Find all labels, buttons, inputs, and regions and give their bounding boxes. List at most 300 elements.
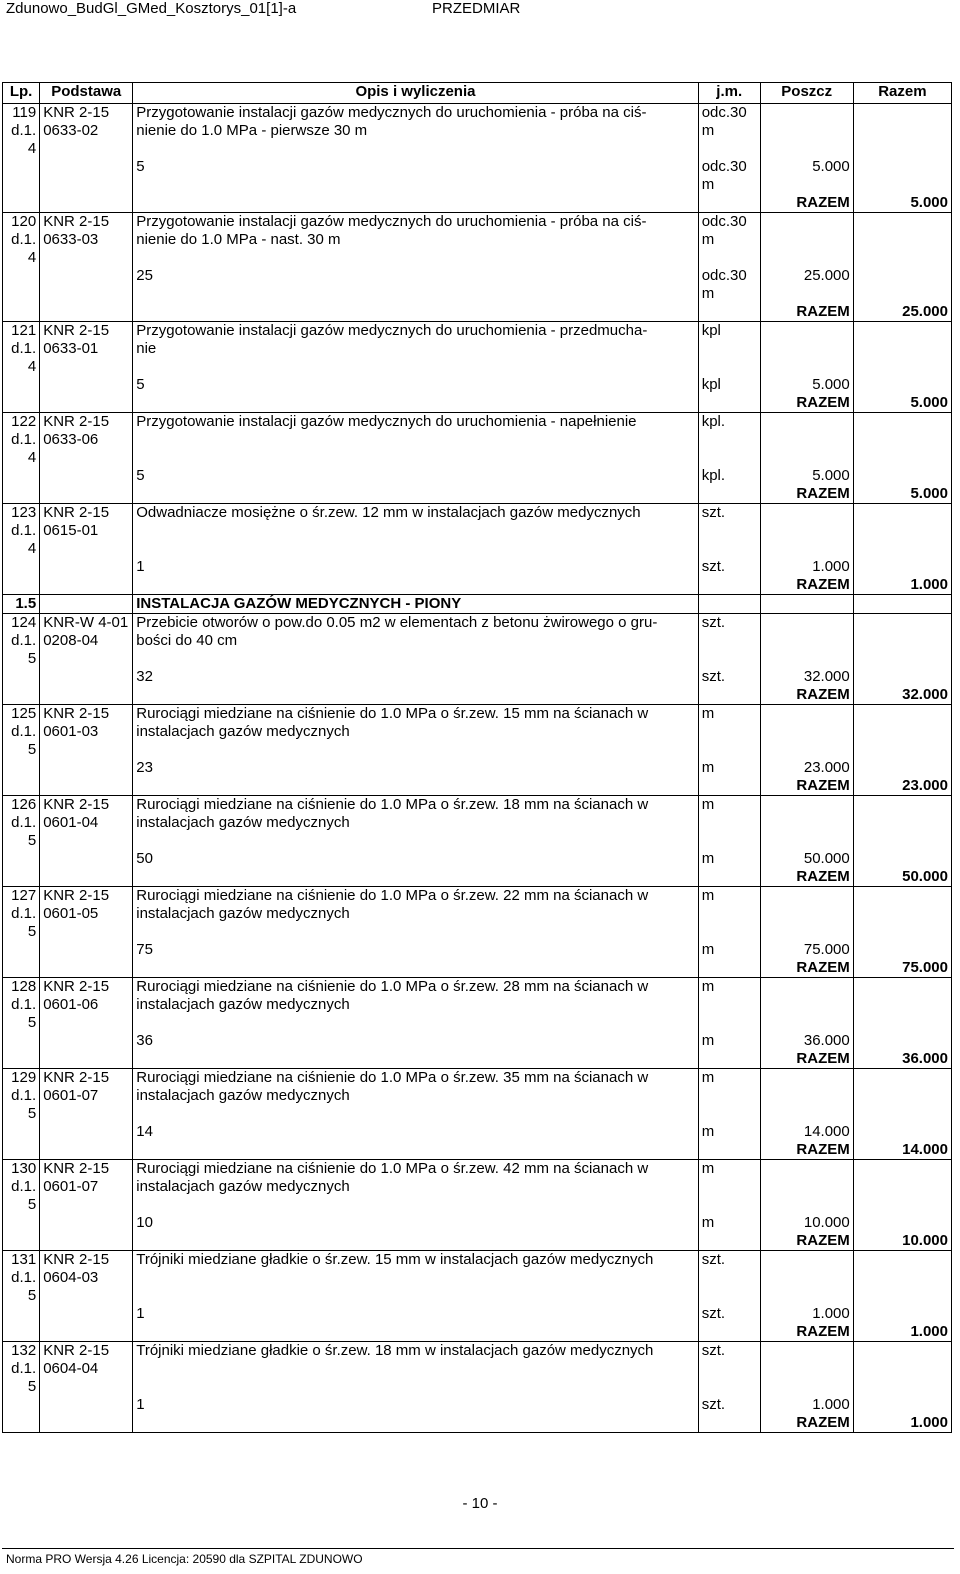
summary-row [3,576,952,595]
cell-razem [853,467,951,485]
cell-poszcz [760,1360,853,1378]
cell-pod [40,1396,133,1414]
cell-lp: d.1. [3,905,40,923]
footer-divider [2,1548,954,1549]
cell-jm [698,1141,760,1160]
cell-jm [698,1014,760,1032]
cell-poszcz [760,540,853,558]
cell-poszcz [760,413,853,432]
cell-poszcz: 10.000 [760,1214,853,1232]
cell-opis: bości do 40 cm [133,632,698,650]
summary-row [3,868,952,887]
cell-jm [698,358,760,376]
cell-opis [133,194,698,213]
cell-jm [698,632,760,650]
table-row [3,905,952,923]
cell-razem [853,1123,951,1141]
table-row [3,1269,952,1287]
cell-jm: m [698,1123,760,1141]
table-row [3,231,952,249]
cell-opis [133,741,698,759]
cell-opis [133,522,698,540]
cell-poszcz [760,213,853,232]
cell-jm [698,540,760,558]
cell-jm [698,1050,760,1069]
cell-jm [698,1105,760,1123]
cell-lp [3,1232,40,1251]
cell-opis: 50 [133,850,698,868]
section-row [3,595,952,614]
cell-razem: 75.000 [853,959,951,978]
table-row [3,887,952,906]
cell-jm [698,140,760,158]
cell-opis: nie [133,340,698,358]
cell-razem [853,231,951,249]
cell-pod [40,194,133,213]
table-row [3,1214,952,1232]
cell-opis: instalacjach gazów medycznych [133,905,698,923]
cell-poszcz [760,923,853,941]
table-row [3,941,952,959]
cell-razem [853,1342,951,1361]
table-row [3,158,952,176]
cell-lp: 5 [3,832,40,850]
col-header-razem: Razem [853,83,951,104]
cell-lp: d.1. [3,1087,40,1105]
cell-jm: m [698,941,760,959]
cell-razem [853,176,951,194]
cell-jm [698,595,760,614]
cell-lp [3,558,40,576]
cell-jm [698,832,760,850]
cell-opis: instalacjach gazów medycznych [133,814,698,832]
cell-opis: instalacjach gazów medycznych [133,1087,698,1105]
cell-pod: 0604-04 [40,1360,133,1378]
cell-opis: 10 [133,1214,698,1232]
table-body [3,104,952,1433]
cell-pod [40,1378,133,1396]
cell-opis [133,832,698,850]
cell-lp: 120 [3,213,40,232]
cell-pod [40,376,133,394]
cell-poszcz [760,1287,853,1305]
cell-opis [133,358,698,376]
cell-poszcz: RAZEM [760,1414,853,1433]
cell-poszcz [760,1378,853,1396]
cell-jm [698,449,760,467]
cell-lp [3,1032,40,1050]
cell-jm: szt. [698,614,760,633]
cell-jm [698,1378,760,1396]
cell-lp [3,376,40,394]
table-row [3,632,952,650]
cell-opis: Przygotowanie instalacji gazów medycznych do uruchomienia - napełnienie [133,413,698,432]
cell-pod [40,832,133,850]
cell-razem [853,614,951,633]
cell-lp [3,941,40,959]
cell-razem [853,1396,951,1414]
cell-pod: KNR 2-15 [40,504,133,523]
cell-pod [40,1232,133,1251]
table-row [3,540,952,558]
cell-pod [40,540,133,558]
cell-pod [40,1196,133,1214]
cell-jm [698,923,760,941]
cell-jm [698,431,760,449]
cell-pod: KNR 2-15 [40,322,133,341]
cell-pod [40,1141,133,1160]
cell-opis: Rurociągi miedziane na ciśnienie do 1.0 MPa o śr.zew. 18 mm na ścianach w [133,796,698,815]
cell-jm: odc.30 [698,267,760,285]
table-row [3,558,952,576]
cell-jm: szt. [698,504,760,523]
col-header-opis: Opis i wyliczenia [133,83,698,104]
cell-poszcz [760,322,853,341]
cell-lp: 132 [3,1342,40,1361]
cell-opis: 1 [133,1396,698,1414]
cell-lp: 129 [3,1069,40,1088]
cell-jm: szt. [698,1251,760,1270]
cell-opis [133,650,698,668]
table-row [3,358,952,376]
cell-lp: d.1. [3,522,40,540]
cell-pod: KNR 2-15 [40,1069,133,1088]
cell-jm: m [698,1069,760,1088]
table-row [3,213,952,232]
cell-opis: 5 [133,467,698,485]
cell-poszcz: RAZEM [760,777,853,796]
cell-jm [698,959,760,978]
summary-row [3,1232,952,1251]
summary-row [3,303,952,322]
table-row [3,1123,952,1141]
cell-lp: 127 [3,887,40,906]
cell-pod [40,686,133,705]
cell-poszcz: RAZEM [760,394,853,413]
table-row [3,1287,952,1305]
cell-poszcz [760,449,853,467]
cell-lp: 5 [3,1105,40,1123]
cell-razem [853,1378,951,1396]
cell-poszcz: 14.000 [760,1123,853,1141]
cell-opis: 1 [133,1305,698,1323]
cell-lp [3,1414,40,1433]
cell-pod [40,249,133,267]
cell-opis [133,1232,698,1251]
cell-pod [40,959,133,978]
cell-jm: m [698,1160,760,1179]
cell-jm: szt. [698,558,760,576]
cell-opis [133,1014,698,1032]
table-row [3,705,952,724]
table-row [3,504,952,523]
cell-razem [853,413,951,432]
cell-pod [40,1032,133,1050]
table-row [3,413,952,432]
cell-poszcz [760,632,853,650]
cell-opis: Przygotowanie instalacji gazów medycznych do uruchomienia - próba na ciś- [133,104,698,123]
cell-pod: KNR-W 4-01 [40,614,133,633]
cell-razem: 1.000 [853,1414,951,1433]
cell-lp [3,194,40,213]
cell-razem [853,322,951,341]
cell-pod: 0633-02 [40,122,133,140]
cell-opis: Rurociągi miedziane na ciśnienie do 1.0 MPa o śr.zew. 15 mm na ścianach w [133,705,698,724]
table-row [3,249,952,267]
summary-row [3,959,952,978]
cell-poszcz [760,1014,853,1032]
cell-pod: 0208-04 [40,632,133,650]
cell-lp: 4 [3,249,40,267]
cell-lp: 5 [3,1287,40,1305]
cell-lp: 4 [3,140,40,158]
cell-jm: m [698,705,760,724]
cell-opis: instalacjach gazów medycznych [133,1178,698,1196]
cell-poszcz: RAZEM [760,1232,853,1251]
cell-razem [853,1105,951,1123]
table-row [3,267,952,285]
cell-opis: 75 [133,941,698,959]
cell-lp: d.1. [3,231,40,249]
cell-jm [698,686,760,705]
cell-poszcz: RAZEM [760,686,853,705]
cell-jm: szt. [698,1305,760,1323]
cell-lp [3,303,40,322]
cell-razem: 14.000 [853,1141,951,1160]
cell-jm [698,194,760,213]
cell-lp: d.1. [3,996,40,1014]
summary-row [3,394,952,413]
cell-opis: 5 [133,376,698,394]
cell-pod [40,394,133,413]
cell-poszcz [760,705,853,724]
cell-jm: m [698,850,760,868]
summary-row [3,485,952,504]
cell-lp [3,1214,40,1232]
cell-razem: 50.000 [853,868,951,887]
cell-opis: 1 [133,558,698,576]
cell-pod [40,358,133,376]
cell-pod [40,1014,133,1032]
cell-pod [40,650,133,668]
cell-razem [853,741,951,759]
table-row [3,1378,952,1396]
cell-lp [3,777,40,796]
cell-opis: 14 [133,1123,698,1141]
cell-pod [40,668,133,686]
summary-row [3,1141,952,1160]
cell-lp [3,1323,40,1342]
cell-poszcz: 23.000 [760,759,853,777]
cell-lp: 124 [3,614,40,633]
table-row [3,1396,952,1414]
cell-jm [698,1414,760,1433]
cell-lp: d.1. [3,1269,40,1287]
cell-jm: m [698,978,760,997]
cell-opis: nienie do 1.0 MPa - pierwsze 30 m [133,122,698,140]
cell-razem [853,595,951,614]
cell-opis [133,1141,698,1160]
cell-opis [133,1287,698,1305]
cell-poszcz [760,285,853,303]
cell-jm [698,650,760,668]
cell-lp: 4 [3,540,40,558]
cell-opis [133,249,698,267]
cell-jm [698,249,760,267]
cell-jm: odc.30 [698,213,760,232]
cell-jm [698,868,760,887]
cell-opis [133,923,698,941]
cell-razem [853,213,951,232]
cell-poszcz [760,887,853,906]
cell-poszcz: 32.000 [760,668,853,686]
cell-poszcz [760,340,853,358]
cell-pod [40,467,133,485]
document-type-title: PRZEDMIAR [432,0,521,17]
cell-poszcz [760,1342,853,1361]
cell-pod [40,1323,133,1342]
cell-pod [40,868,133,887]
cell-poszcz [760,796,853,815]
cell-lp [3,576,40,595]
cell-pod [40,595,133,614]
cell-pod: 0633-01 [40,340,133,358]
table-row [3,978,952,997]
table-row [3,1342,952,1361]
cell-lp [3,1050,40,1069]
cell-jm [698,1178,760,1196]
cell-poszcz [760,231,853,249]
cell-lp: 5 [3,1014,40,1032]
col-header-podstawa: Podstawa [40,83,133,104]
cell-razem: 5.000 [853,194,951,213]
cell-opis: instalacjach gazów medycznych [133,723,698,741]
cell-razem: 36.000 [853,1050,951,1069]
cell-pod [40,759,133,777]
table-row [3,522,952,540]
cell-razem [853,1269,951,1287]
table-row [3,1069,952,1088]
cell-razem [853,1069,951,1088]
cell-razem [853,540,951,558]
cell-lp: d.1. [3,431,40,449]
cell-razem [853,267,951,285]
cell-lp [3,1305,40,1323]
cell-razem [853,796,951,815]
table-row [3,996,952,1014]
page-number: - 10 - [462,1495,498,1512]
table-row [3,449,952,467]
cell-opis [133,686,698,705]
cell-poszcz [760,614,853,633]
cell-razem [853,449,951,467]
cell-poszcz: RAZEM [760,303,853,322]
cell-lp [3,759,40,777]
cell-opis [133,394,698,413]
table-row [3,814,952,832]
cell-lp: 5 [3,923,40,941]
cell-lp: 5 [3,1196,40,1214]
table-row [3,1014,952,1032]
table-row [3,759,952,777]
cell-opis [133,1360,698,1378]
cell-lp: 126 [3,796,40,815]
cell-jm: m [698,1214,760,1232]
cell-opis [133,868,698,887]
cell-pod [40,267,133,285]
cell-jm [698,1232,760,1251]
cell-razem [853,668,951,686]
cell-lp: d.1. [3,122,40,140]
cell-jm [698,394,760,413]
cell-opis: Trójniki miedziane gładkie o śr.zew. 15 mm w instalacjach gazów medycznych [133,1251,698,1270]
cell-opis [133,777,698,796]
cell-poszcz [760,832,853,850]
cell-pod: 0615-01 [40,522,133,540]
cell-lp: 125 [3,705,40,724]
cell-opis [133,449,698,467]
cell-jm [698,1360,760,1378]
cell-razem: 1.000 [853,1323,951,1342]
cell-pod [40,576,133,595]
cell-opis [133,1414,698,1433]
table-row [3,850,952,868]
cell-jm [698,576,760,595]
cell-razem [853,996,951,1014]
cell-razem [853,759,951,777]
cell-opis: Rurociągi miedziane na ciśnienie do 1.0 MPa o śr.zew. 42 mm na ścianach w [133,1160,698,1179]
table-row [3,614,952,633]
table-row [3,1105,952,1123]
cell-poszcz [760,104,853,123]
cell-pod [40,285,133,303]
cell-jm: m [698,122,760,140]
table-row [3,376,952,394]
cell-opis: Rurociągi miedziane na ciśnienie do 1.0 MPa o śr.zew. 28 mm na ścianach w [133,978,698,997]
cell-jm: odc.30 [698,104,760,123]
cell-poszcz: 1.000 [760,558,853,576]
table-row [3,650,952,668]
software-license-note: Norma PRO Wersja 4.26 Licencja: 20590 dla SZPITAL ZDUNOWO [6,1552,363,1566]
cell-pod [40,1414,133,1433]
cell-jm: m [698,1032,760,1050]
cell-pod [40,1287,133,1305]
cell-lp [3,394,40,413]
table-row [3,796,952,815]
cell-razem [853,850,951,868]
cell-opis: INSTALACJA GAZÓW MEDYCZNYCH - PIONY [133,595,698,614]
cell-jm [698,340,760,358]
cell-razem [853,1087,951,1105]
cell-jm [698,1323,760,1342]
cell-jm [698,303,760,322]
cell-lp: 5 [3,741,40,759]
col-header-lp: Lp. [3,83,40,104]
cell-lp: 123 [3,504,40,523]
cell-poszcz [760,905,853,923]
cell-opis [133,540,698,558]
cell-poszcz: RAZEM [760,1050,853,1069]
cell-opis [133,959,698,978]
cell-poszcz: RAZEM [760,194,853,213]
cell-razem [853,1160,951,1179]
cell-lp [3,850,40,868]
cell-lp: 4 [3,449,40,467]
cell-jm [698,777,760,796]
cell-jm [698,996,760,1014]
cell-poszcz [760,723,853,741]
cell-poszcz: 1.000 [760,1305,853,1323]
